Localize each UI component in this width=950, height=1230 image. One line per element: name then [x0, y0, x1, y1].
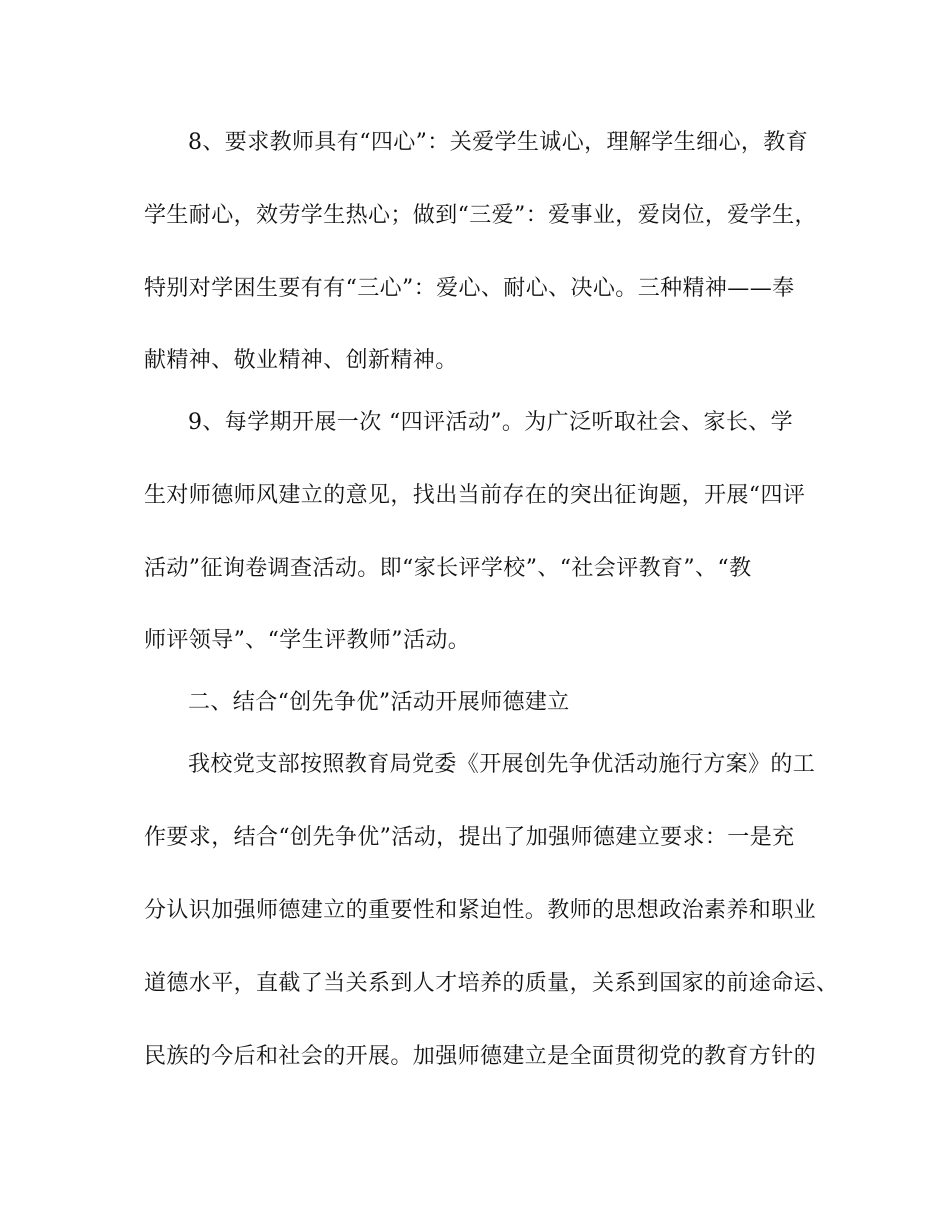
paragraph-8-line-2: 学生耐心，效劳学生热心；做到“三爱”：爱事业，爱岗位，爱学生， [144, 203, 817, 228]
paragraph-8-line-4: 献精神、敬业精神、创新精神。 [144, 348, 458, 373]
paragraph-10-line-3: 分认识加强师德建立的重要性和紧迫性。教师的思想政治素养和职业 [144, 898, 817, 923]
paragraph-9-line-1: 9、每学期开展一次 “四评活动”。为广泛听取社会、家长、学 [188, 410, 794, 435]
paragraph-9-line-4: 师评领导”、“学生评教师”活动。 [144, 628, 471, 653]
section-heading: 二、结合“创先争优”活动开展师德建立 [188, 690, 570, 715]
paragraph-10-line-2: 作要求，结合“创先争优”活动，提出了加强师德建立要求：一是充 [144, 825, 795, 850]
paragraph-10-line-1: 我校党支部按照教育局党委《开展创先争优活动施行方案》的工 [188, 752, 816, 777]
paragraph-8-line-1: 8、要求教师具有“四心”：关爱学生诚心，理解学生细心，教育 [188, 130, 809, 155]
paragraph-10-line-4: 道德水平，直截了当关系到人才培养的质量，关系到国家的前途命运、 [144, 971, 839, 996]
paragraph-10-line-5: 民族的今后和社会的开展。加强师德建立是全面贯彻党的教育方针的 [144, 1044, 817, 1069]
paragraph-8-line-3: 特别对学困生要有有“三心”：爱心、耐心、决心。三种精神——奉 [144, 276, 795, 301]
paragraph-9-line-3: 活动”征询卷调查活动。即“家长评学校”、“社会评教育”、“教 [144, 556, 752, 581]
paragraph-9-line-2: 生对师德师风建立的意见，找出当前存在的突出征询题，开展“四评 [144, 483, 806, 508]
